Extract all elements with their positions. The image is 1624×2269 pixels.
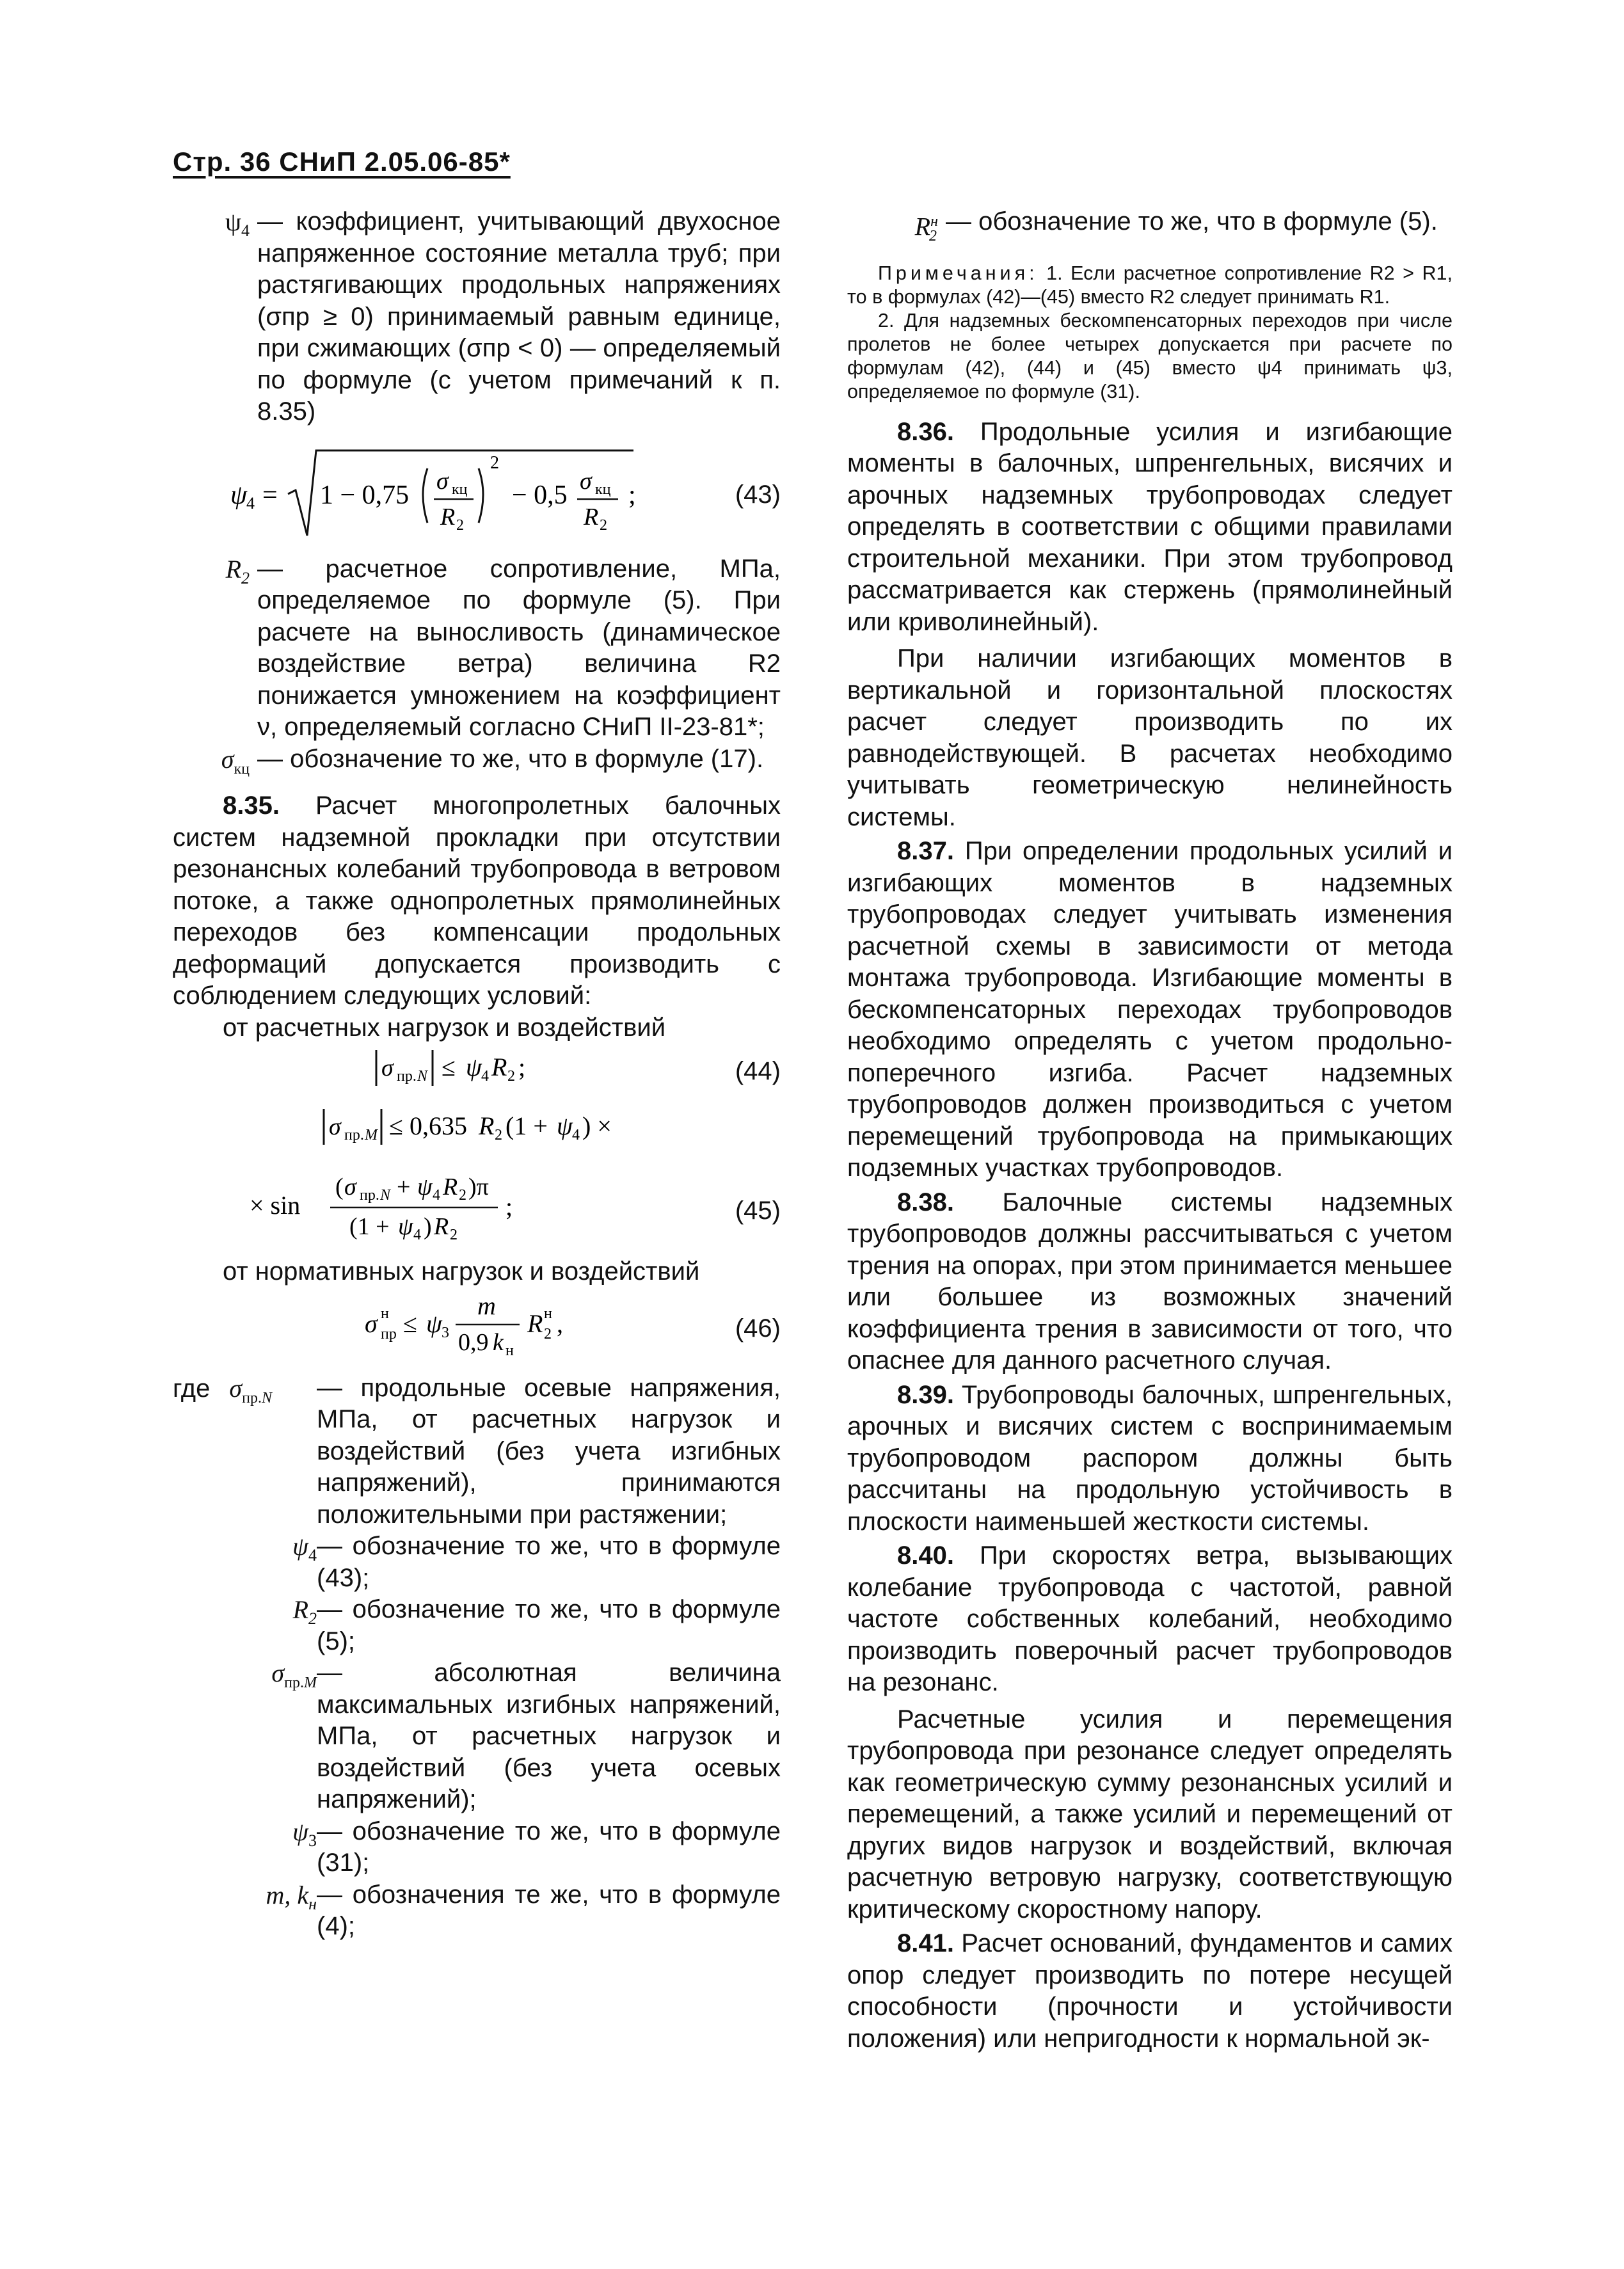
definition-text: — обозначение то же, что в формуле (5). xyxy=(946,207,1438,235)
notes-block xyxy=(847,262,1453,404)
svg-text:н: н xyxy=(544,1305,552,1323)
definition-text: — обозначение то же, что в формуле (43); xyxy=(317,1532,781,1592)
svg-text:,: , xyxy=(557,1309,563,1339)
clause-8-36-paragraph-2: При наличии изгибающих моментов в вертикальной и горизонтальной плоскостях расчет следует производить по их равнодействующей. В расчетах необходимо учитывать геометрическую нелинейность системы. xyxy=(847,644,1453,831)
svg-text:− 0,5: − 0,5 xyxy=(512,481,568,511)
svg-text:≤: ≤ xyxy=(403,1309,417,1339)
clause-text: Трубопроводы балочных, шпренгельных, арочных и висячих систем с воспринимаемым трубопроводом распором должны быть рассчитаны на продольную устойчивость в плоскости наименьшей жесткости системы. xyxy=(847,1380,1453,1536)
svg-text:R: R xyxy=(440,504,456,531)
symbol-sigma-kc: $\sigma_{кц}$ xyxy=(221,744,250,777)
clause-number: 8.35. xyxy=(223,792,280,820)
svg-text:4: 4 xyxy=(481,1067,489,1085)
clause-text: При определении продольных усилий и изгибающих моментов в надземных трубопроводах следует учитывать изменения расчетной схемы в зависимости от метода монтажа трубопровода. Изгибающие моменты в бескомпенсаторных переходах трубопроводов необходимо определять с учетом продольно-поперечного изгиба. Расчет надземных трубопроводов должен производиться с учетом перемещений трубопровода на примыкающих подземных участках трубопроводов. xyxy=(847,837,1453,1182)
svg-text:× sin: × sin xyxy=(250,1190,301,1220)
symbol-psi4: $\psi_4$ xyxy=(225,207,250,240)
clause-text: При скоростях ветра, вызывающих колебание трубопровода с частотой, равной частоте собственных колебаний, необходимо производить поверочный расчет трубопроводов на резонанс. xyxy=(847,1541,1453,1697)
clause-text: Расчет оснований, фундаментов и самих опор следует производить по потере несущей способности (прочности и устойчивости положения) или непригодности к нормальной эк- xyxy=(847,1929,1453,2053)
definition-text: — обозначения те же, что в формуле (4); xyxy=(317,1880,781,1940)
svg-text:кц: кц xyxy=(595,481,611,498)
definition-psi4 xyxy=(173,206,781,428)
definition-text: — обозначение то же, что в формуле (31); xyxy=(317,1817,781,1877)
svg-text:σ: σ xyxy=(381,1054,394,1081)
clause-8-40 xyxy=(847,1540,1453,1699)
formula-44 xyxy=(173,1046,781,1097)
clause-number: 8.38. xyxy=(897,1188,954,1216)
clause-number: 8.41. xyxy=(897,1929,954,1958)
svg-text:3: 3 xyxy=(442,1325,449,1342)
symbol-psi3: $\psi_3$ xyxy=(292,1817,317,1850)
definition-text: — продольные осевые напряжения, МПа, от расчетных нагрузок и воздействий (без учета изгибных напряжений), принимаются положительными при растяжении; xyxy=(317,1373,781,1529)
clause-text: Балочные системы надземных трубопроводов должны рассчитываться с учетом трения на опорах, при этом принимается меньшее или большее из возможных значений коэффициента трения в зависимости от того, что опаснее для данного расчетного случая. xyxy=(847,1188,1453,1375)
clause-8-40-paragraph-2: Расчетные усилия и перемещения трубопровода при резонансе следует определять как геометрическую сумму резонансных усилий и перемещений, а также усилий и перемещений от других видов нагрузок и воздействий, включая расчетную ветровую нагрузку, соответствующую критическому скоростному напору. xyxy=(847,1705,1453,1923)
formula-45 xyxy=(173,1103,781,1250)
left-column xyxy=(173,206,781,1943)
svg-text:) ×: ) × xyxy=(582,1111,612,1140)
definition-text: — расчетное сопротивление, МПа, определяемое по формуле (5). При расчете на выносливость (динамическое воздействие ветра) величина R2 понижается умножением на коэффициент ν, определяемый согласно СНиП II-23-81*; xyxy=(257,554,781,741)
symbol-m-kn: m, $k_н$ xyxy=(266,1880,317,1913)
clause-number: 8.36. xyxy=(897,417,954,446)
svg-text:ψ: ψ xyxy=(230,481,248,511)
svg-text:пр: пр xyxy=(381,1326,397,1343)
svg-text:2: 2 xyxy=(490,453,499,474)
formula-43 xyxy=(173,447,781,543)
svg-text:σ: σ xyxy=(329,1113,341,1140)
subheading-design-loads: от расчетных нагрузок и воздействий xyxy=(223,1013,666,1042)
definition-text: — коэффициент, учитывающий двухосное напряженное состояние металла труб; при растягивающих продольных напряжениях (σпр ≥ 0) принимаемый равным единице, при сжимающих (σпр < 0) — определяемый по формуле (с учетом примечаний к п. 8.35) xyxy=(257,207,781,426)
svg-text:≤: ≤ xyxy=(442,1052,456,1081)
svg-text:): ) xyxy=(424,1213,432,1240)
subheading-normative-loads: от нормативных нагрузок и воздействий xyxy=(223,1257,700,1286)
formula-46 xyxy=(173,1291,781,1367)
formula-44-graphic xyxy=(173,1042,697,1094)
definition-r2 xyxy=(173,553,781,744)
svg-text:2: 2 xyxy=(459,1186,466,1204)
svg-text:4: 4 xyxy=(433,1186,440,1204)
notes-label: Примечания: xyxy=(878,262,1039,284)
svg-text:)π: )π xyxy=(468,1173,489,1200)
svg-text:2: 2 xyxy=(450,1226,458,1243)
svg-text:2: 2 xyxy=(456,517,464,534)
svg-text:k: k xyxy=(493,1329,504,1357)
clause-8-38 xyxy=(847,1187,1453,1377)
svg-text:ψ: ψ xyxy=(417,1173,433,1200)
definition-sigma-kc xyxy=(173,744,781,786)
svg-text:=: = xyxy=(262,481,278,511)
clause-number: 8.37. xyxy=(897,837,954,866)
clause-number: 8.40. xyxy=(897,1541,954,1570)
where-word: где xyxy=(173,1374,211,1403)
definition-r2-ref xyxy=(173,1594,781,1657)
svg-text:R: R xyxy=(443,1173,458,1200)
right-column xyxy=(847,206,1453,2055)
svg-text:σ: σ xyxy=(344,1173,356,1200)
svg-text:(1 +: (1 + xyxy=(506,1111,548,1140)
definition-sigma-pr-n xyxy=(173,1373,781,1531)
definition-psi3-ref xyxy=(173,1816,781,1879)
svg-text:пр.: пр. xyxy=(360,1186,379,1204)
formula-46-graphic xyxy=(173,1286,697,1363)
svg-text:(1 +: (1 + xyxy=(349,1213,390,1240)
clause-8-35 xyxy=(173,790,781,1012)
svg-text:N: N xyxy=(417,1067,428,1085)
page-header: Стр. 36 СНиП 2.05.06-85* xyxy=(173,147,511,177)
svg-text:R: R xyxy=(479,1111,495,1140)
svg-text:σ: σ xyxy=(365,1309,378,1339)
svg-text:ψ: ψ xyxy=(398,1213,413,1240)
svg-text:(: ( xyxy=(335,1173,344,1200)
svg-text:ψ: ψ xyxy=(426,1309,442,1339)
svg-text:4: 4 xyxy=(413,1226,421,1243)
svg-text:2: 2 xyxy=(544,1326,552,1343)
definition-text: — обозначение то же, что в формуле (5); xyxy=(317,1595,781,1655)
definition-text: — абсолютная величина максимальных изгибных напряжений, МПа, от расчетных нагрузок и воздействий (без учета осевых напряжений); xyxy=(317,1659,781,1813)
svg-text:кц: кц xyxy=(452,481,468,498)
definition-sigma-pr-m xyxy=(173,1657,781,1816)
formula-45-graphic xyxy=(173,1099,697,1246)
svg-text:4: 4 xyxy=(246,494,255,513)
clause-text: Расчет многопролетных балочных систем надземной прокладки при отсутствии резонансных колебаний трубопровода в ветровом потоке, а также однопролетных прямолинейных переходов без компенсации продольных деформаций допускается производить с соблюдением следующих условий: xyxy=(173,792,781,1010)
svg-text:4: 4 xyxy=(572,1126,580,1143)
svg-text:ψ: ψ xyxy=(557,1111,573,1140)
svg-text:;: ; xyxy=(518,1052,526,1081)
svg-text:2: 2 xyxy=(507,1067,515,1085)
clause-8-41 xyxy=(847,1928,1453,2055)
symbol-sigma-pr-n: где $\sigma_{пр.N}$ xyxy=(173,1373,272,1406)
formula-43-graphic xyxy=(173,443,697,539)
note-2: 2. Для надземных бескомпенсаторных переходов при числе пролетов не более четырех допускается при расчете по формулам (42), (44) и (45) вместо ψ4 принимать ψ3, определяемое по формуле (31). xyxy=(847,309,1453,402)
definition-psi4-ref xyxy=(173,1531,781,1594)
clause-8-39 xyxy=(847,1380,1453,1538)
note-text: 1. Если расчетное сопротивление R2 > R1, то в формулах (42)—(45) вместо R2 следует принимать R1. xyxy=(847,262,1453,308)
clause-8-37 xyxy=(847,836,1453,1184)
clause-text: Продольные усилия и изгибающие моменты в балочных, шпренгельных, висячих и арочных надземных трубопроводах следует определять в соответствии с общими правилами строительной механики. При этом трубопровод рассматривается как стержень (прямолинейный или криволинейный). xyxy=(847,417,1453,636)
svg-text:ψ: ψ xyxy=(466,1052,482,1081)
svg-text:≤ 0,635: ≤ 0,635 xyxy=(389,1111,467,1140)
svg-text:0,9: 0,9 xyxy=(458,1329,489,1357)
svg-text:R: R xyxy=(491,1052,507,1081)
svg-text:M: M xyxy=(365,1126,378,1143)
symbol-r2: $R_2$ xyxy=(225,554,250,587)
svg-text:R: R xyxy=(584,504,599,531)
symbol-sigma-pr-m: $\sigma_{пр.M}$ xyxy=(271,1659,317,1691)
svg-text:1 − 0,75: 1 − 0,75 xyxy=(320,481,410,511)
definition-r2n xyxy=(847,206,1453,253)
formula-43-number: (43) xyxy=(735,480,781,509)
svg-text:н: н xyxy=(381,1305,389,1323)
symbol-r2n: $R^н_2$ xyxy=(914,212,938,245)
svg-text:+: + xyxy=(397,1173,411,1200)
svg-text:R: R xyxy=(527,1309,543,1339)
svg-text:m: m xyxy=(477,1291,496,1321)
svg-text:;: ; xyxy=(506,1191,513,1221)
definition-m-kn xyxy=(173,1879,781,1943)
svg-text:2: 2 xyxy=(495,1126,502,1143)
formula-45-number: (45) xyxy=(735,1197,781,1225)
note-1 xyxy=(847,262,1453,309)
definition-text: — обозначение то же, что в формуле (17). xyxy=(257,744,764,773)
svg-text:σ: σ xyxy=(436,468,449,495)
clause-number: 8.39. xyxy=(897,1380,954,1409)
svg-text:пр.: пр. xyxy=(344,1126,364,1143)
symbol-r2: $R_2$ xyxy=(292,1595,317,1628)
svg-text:σ: σ xyxy=(580,468,592,495)
svg-text:2: 2 xyxy=(600,517,607,534)
formula-44-number: (44) xyxy=(735,1057,781,1086)
svg-text:пр.: пр. xyxy=(397,1067,417,1085)
formula-46-number: (46) xyxy=(735,1314,781,1342)
svg-text:н: н xyxy=(506,1342,514,1360)
svg-text:R: R xyxy=(434,1213,449,1240)
clause-8-36 xyxy=(847,417,1453,639)
symbol-psi4: $\psi_4$ xyxy=(292,1532,317,1564)
svg-text:;: ; xyxy=(628,481,636,511)
svg-text:N: N xyxy=(380,1186,391,1204)
